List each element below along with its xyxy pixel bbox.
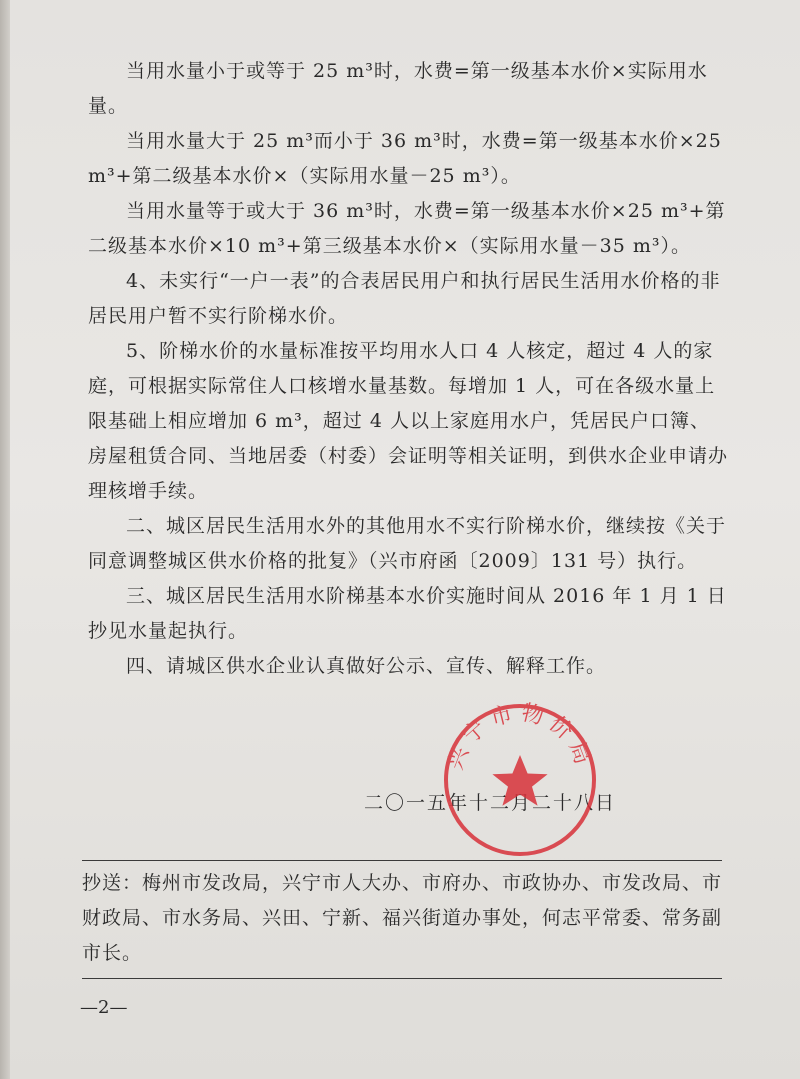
paragraph: 当用水量等于或大于 36 m³时，水费=第一级基本水价×25 m³+第二级基本水价×10 m³+第三级基本水价×（实际用水量－35 m³）。 xyxy=(88,200,726,257)
page-number: —2— xyxy=(80,997,128,1018)
paragraph: 二、城区居民生活用水外的其他用水不实行阶梯水价，继续按《关于同意调整城区供水价格的批复》（兴市府函〔2009〕131 号）执行。 xyxy=(88,515,727,572)
paragraph: 4、未实行“一户一表”的合表居民用户和执行居民生活用水价格的非居民用户暂不实行阶梯水价。 xyxy=(88,270,721,327)
star-icon xyxy=(492,755,547,806)
divider-bottom xyxy=(82,978,722,979)
divider-top xyxy=(82,860,722,861)
paragraph: 当用水量小于或等于 25 m³时，水费=第一级基本水价×实际用水量。 xyxy=(88,60,708,117)
paragraph: 四、请城区供水企业认真做好公示、宣传、解释工作。 xyxy=(126,655,607,677)
official-seal xyxy=(440,700,600,860)
paragraph: 三、城区居民生活用水阶梯基本水价实施时间从 2016 年 1 月 1 日抄见水量起执行。 xyxy=(88,585,727,642)
body-text xyxy=(88,54,728,684)
cc-list: 抄送：梅州市发改局，兴宁市人大办、市府办、市政协办、市发改局、市财政局、市水务局、兴田、宁新、福兴街道办事处，何志平常委、常务副市长。 xyxy=(82,872,723,964)
seal-text: 兴宁市物价局 xyxy=(443,700,597,774)
paragraph: 5、阶梯水价的水量标准按平均用水人口 4 人核定，超过 4 人的家庭，可根据实际常住人口核增水量基数。每增加 1 人，可在各级水量上限基础上相应增加 6 m³，超过 4 人以上家庭用水户，凭居民户口簿、房屋租赁合同、当地居委（村委）会证明等相关证明，到供水企业申请办理核增手续。 xyxy=(88,340,729,502)
issue-date: 二〇一五年十二月二十八日 xyxy=(364,792,617,814)
paragraph: 当用水量大于 25 m³而小于 36 m³时，水费=第一级基本水价×25 m³+第二级基本水价×（实际用水量－25 m³）。 xyxy=(88,130,722,187)
page-edge-shadow xyxy=(0,0,10,1079)
